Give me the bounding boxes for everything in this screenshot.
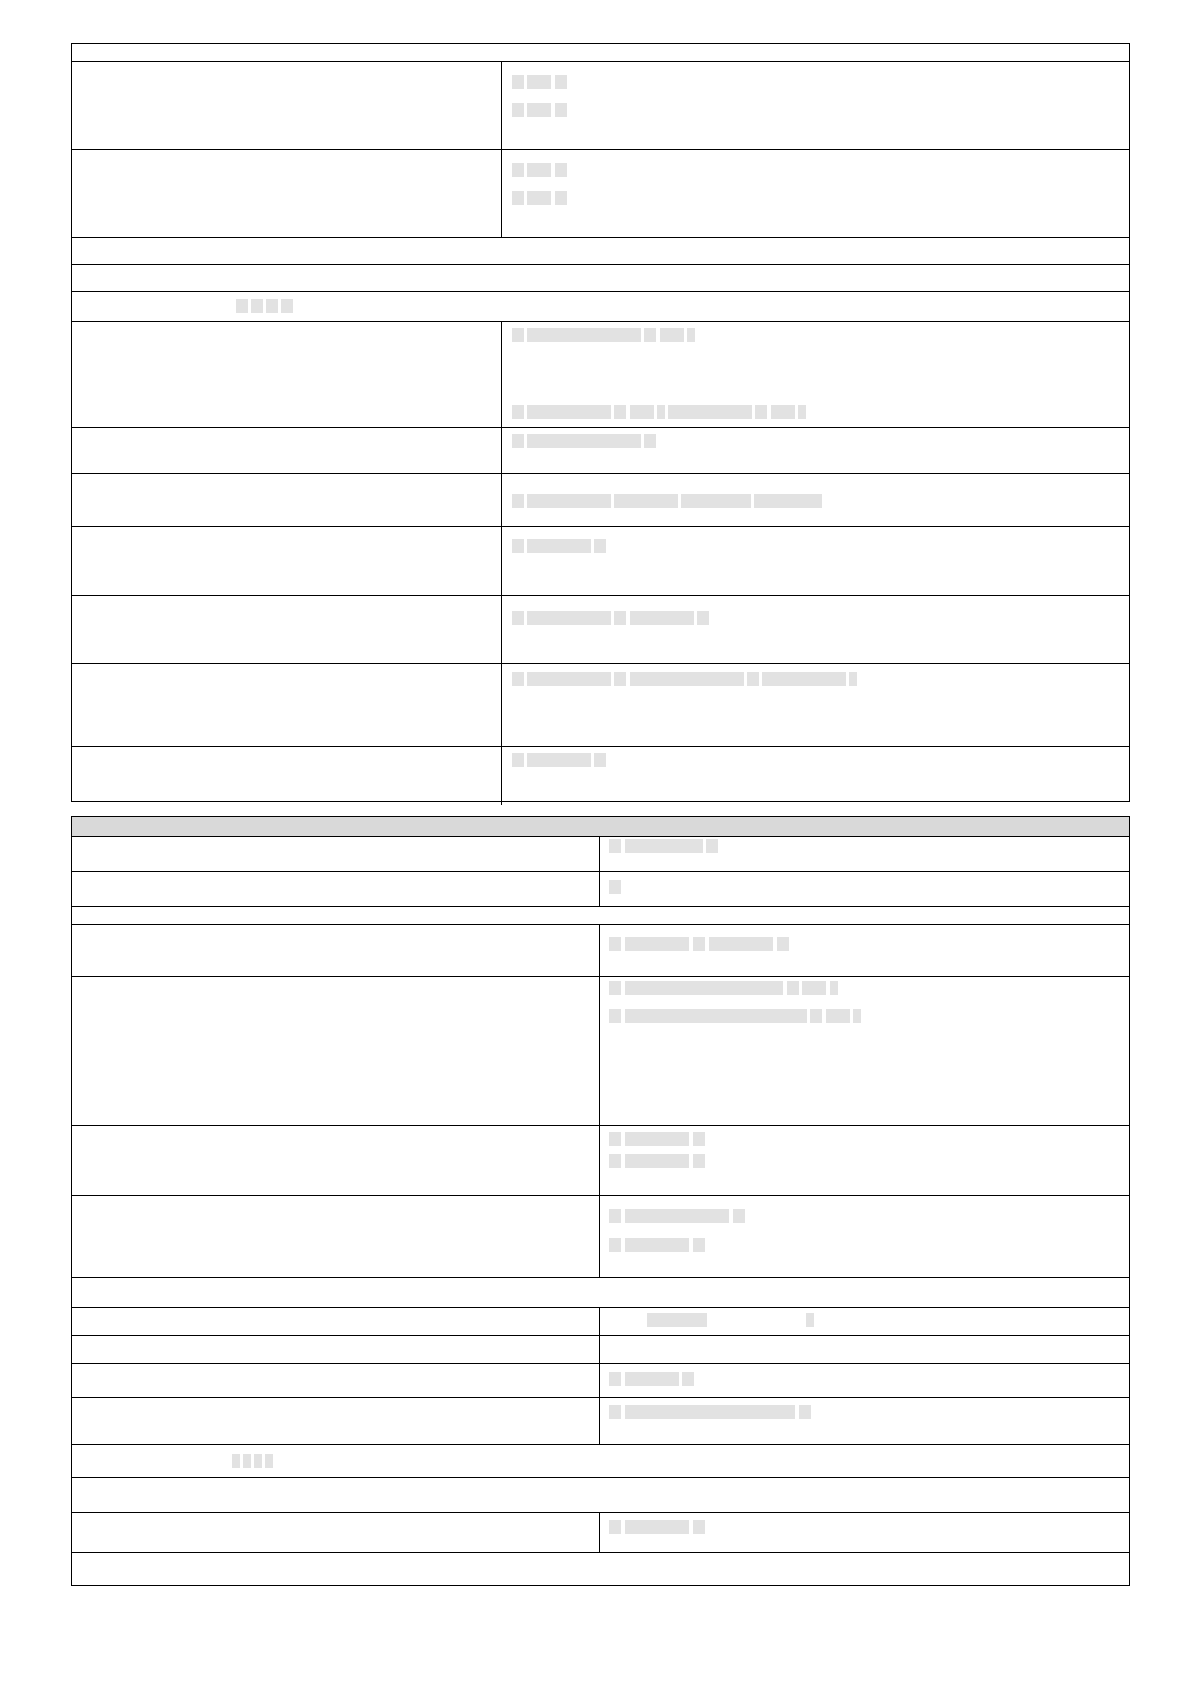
table-row bbox=[72, 265, 1129, 292]
table-row bbox=[72, 238, 1129, 265]
table-row bbox=[72, 1196, 1129, 1278]
table-row bbox=[72, 150, 1129, 238]
table-row bbox=[72, 292, 1129, 322]
lower-form-table bbox=[71, 816, 1130, 1586]
table-row bbox=[72, 1336, 1129, 1364]
table-row bbox=[72, 1398, 1129, 1445]
table-row bbox=[72, 1364, 1129, 1398]
table-row bbox=[72, 664, 1129, 747]
table-row bbox=[72, 474, 1129, 527]
table-row bbox=[72, 1513, 1129, 1553]
table-row bbox=[72, 837, 1129, 872]
table-row bbox=[72, 1278, 1129, 1308]
table-row bbox=[72, 62, 1129, 150]
upper-form-table bbox=[71, 43, 1130, 802]
table-row bbox=[72, 907, 1129, 925]
table-row bbox=[72, 1478, 1129, 1513]
table-row bbox=[72, 44, 1129, 62]
table-row bbox=[72, 872, 1129, 907]
table-row bbox=[72, 527, 1129, 596]
table-row bbox=[72, 322, 1129, 428]
table-row bbox=[72, 747, 1129, 805]
table-row bbox=[72, 428, 1129, 474]
section-header bbox=[72, 817, 1129, 837]
table-row bbox=[72, 1445, 1129, 1478]
table-row bbox=[72, 1553, 1129, 1582]
table-row bbox=[72, 1126, 1129, 1196]
table-row bbox=[72, 977, 1129, 1126]
table-row bbox=[72, 925, 1129, 977]
table-row bbox=[72, 1308, 1129, 1336]
table-row bbox=[72, 596, 1129, 664]
